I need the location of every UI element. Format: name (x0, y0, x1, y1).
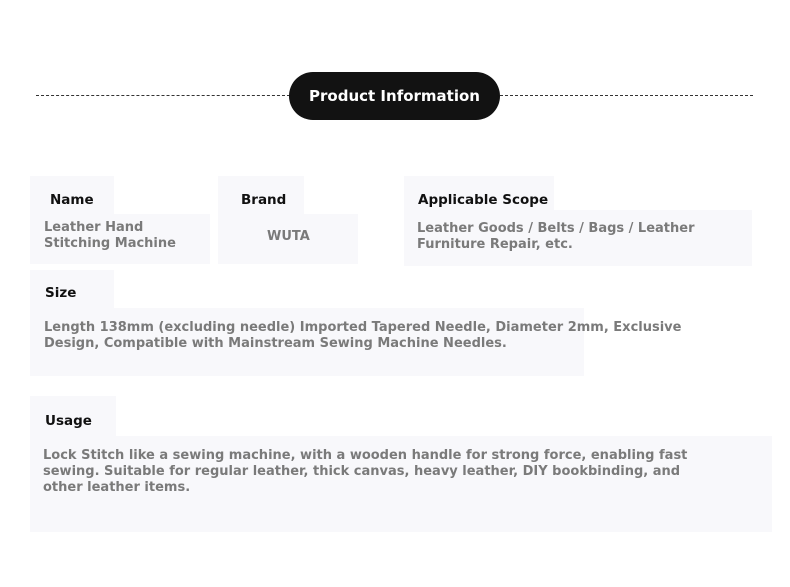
brand-label: Brand (241, 192, 287, 208)
scope-value (417, 221, 695, 253)
scope-value-line-2: Furniture Repair, etc. (417, 237, 573, 252)
size-value-line-2: Design, Compatible with Mainstream Sewing Machine Needles. (44, 336, 507, 351)
brand-value: WUTA (267, 229, 310, 244)
section-title: Product Information (289, 72, 500, 120)
usage-value-line-1: Lock Stitch like a sewing machine, with a wooden handle for strong force, enabling fast (43, 448, 688, 463)
scope-value-line-1: Leather Goods / Belts / Bags / Leather (417, 221, 695, 236)
header-divider-right (500, 95, 753, 96)
usage-label: Usage (45, 413, 92, 429)
usage-value-line-3: other leather items. (43, 480, 191, 495)
size-value-line-1: Length 138mm (excluding needle) Imported Tapered Needle, Diameter 2mm, Exclusive (44, 320, 682, 335)
usage-value (43, 448, 687, 496)
name-value-line-2: Stitching Machine (44, 236, 176, 251)
name-value-line-1: Leather Hand (44, 220, 144, 235)
size-label: Size (45, 285, 77, 301)
size-value (44, 320, 681, 352)
name-label: Name (50, 192, 94, 208)
usage-value-line-2: sewing. Suitable for regular leather, thick canvas, heavy leather, DIY bookbinding, and (43, 464, 681, 479)
header-divider-left (36, 95, 290, 96)
name-value (44, 220, 176, 252)
scope-label: Applicable Scope (418, 192, 549, 208)
